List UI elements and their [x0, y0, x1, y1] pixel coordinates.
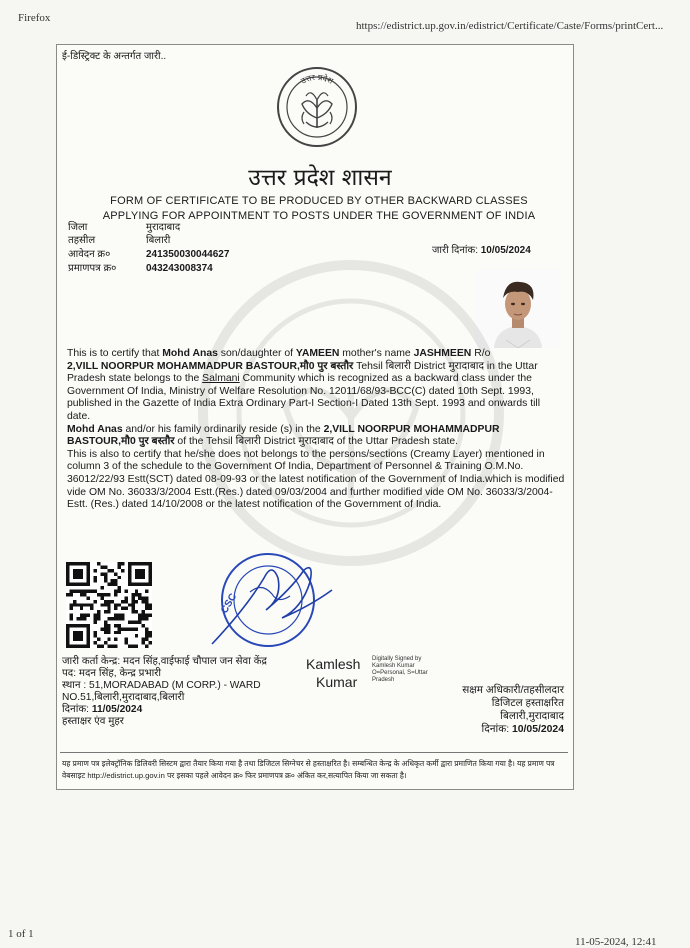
- issue-date-label: जारी दिनांक:: [432, 245, 478, 256]
- field-tehsil: [68, 235, 288, 247]
- text-run: This is to certify that: [67, 348, 163, 359]
- issuer-sign-label: हस्ताक्षर एंव मुहर: [62, 716, 124, 727]
- form-title-line-1: FORM OF CERTIFICATE TO BE PRODUCED BY OTHER BACKWARD CLASSES: [110, 195, 528, 207]
- community-name: Salmani: [202, 373, 240, 385]
- text-run: R/o: [471, 348, 491, 359]
- page-count: 1 of 1: [8, 928, 34, 940]
- certificate-paragraph-2: [67, 424, 565, 449]
- signature-detail: O=Personal, S=Uttar: [372, 670, 428, 676]
- field-value: बिलारी: [146, 235, 171, 246]
- officer-sign-type: डिजिटल हस्ताक्षरित: [491, 698, 564, 709]
- field-value: मुरादाबाद: [146, 222, 181, 233]
- field-label: तहसील: [68, 235, 96, 246]
- signature-detail: Pradesh: [372, 677, 395, 683]
- issuer-post: पद: मदन सिंह, केन्द्र प्रभारी: [62, 668, 162, 679]
- browser-name: Firefox: [18, 12, 51, 24]
- officer-date: [440, 723, 564, 736]
- applicant-address: 2,VILL NOORPUR MOHAMMADPUR BASTOUR,मौ0 पुर बस्तौर: [67, 423, 500, 448]
- state-title: उत्तर प्रदेश शासन: [248, 165, 392, 191]
- certificate-paragraph-3: This is also to certify that he/she does not belongs to the persons/sections (Creamy Layer) mentioned in column 3 of the schedule to the Government Of India, Department of Personnel & Training O.M.No. 36012/22/93 Estt(SCT) dated 08-09-93 or the latest notification of the Government of India.which is modified vide OM No. 36033/3/2004 Estt.(Res.) dated 09/03/2004 and further modified vide OM No. 36033/3/2004-Estt. (Res.) dated 14/10/2008 or the latest notification of the Government of India.: [67, 448, 565, 511]
- officer-title: सक्षम अधिकारी/तहसीलदार: [462, 685, 564, 696]
- field-label: आवेदन क्र०: [68, 249, 111, 260]
- text-run: Tehsil बिलारी District मुरादाबाद in the Uttar Pradesh state belongs to the: [67, 360, 538, 385]
- qr-code: [66, 562, 152, 648]
- print-timestamp: 11-05-2024, 12:41: [575, 936, 657, 948]
- text-run: Community which is recognized as a backward class under the Government Of India, Ministry of Welfare Resolution No. 12011/68/93-BCC(C) dated 10th Sept. 1993, published in the Gazette of India Extra Ordinary Part-I Section-I Dated 13th Sept. 1993 and onwards till date.: [67, 373, 541, 422]
- svg-text:उत्तर प्रदेश: [299, 73, 334, 86]
- applicant-name: Mohd Anas: [162, 348, 218, 359]
- officer-place: बिलारी,मुरादाबाद: [500, 711, 564, 722]
- digital-signature-name: Kamlesh: [306, 656, 361, 672]
- issuer-date: [62, 704, 267, 716]
- father-name: YAMEEN: [295, 348, 340, 359]
- field-value: 241350030044627: [146, 249, 230, 260]
- issuer-block: [62, 656, 267, 728]
- issuer-center: जारी कर्ता केन्द्र: मदन सिंह,वाईफाई चौपाल जन सेवा केंद्र: [62, 656, 267, 667]
- officer-date-value: 10/05/2024: [511, 724, 564, 735]
- header-note: ई-डिस्ट्रिक्ट के अन्तर्गत जारी..: [62, 51, 167, 62]
- signature-detail: Digitally Signed by: [372, 656, 422, 662]
- up-state-emblem-icon: [276, 66, 358, 148]
- signature-detail: Kamlesh Kumar: [372, 663, 415, 669]
- form-title-line-2: APPLYING FOR APPOINTMENT TO POSTS UNDER THE GOVERNMENT OF INDIA: [102, 210, 536, 222]
- digital-signature-details: [372, 656, 428, 684]
- issuer-place-line-2: NO.51,बिलारी,मुरादाबाद,बिलारी: [62, 692, 185, 703]
- text-run: mother's name: [339, 348, 414, 359]
- text-run: of the Tehsil बिलारी District मुरादाबाद of the Uttar Pradesh state.: [174, 436, 459, 448]
- mother-name: JASHMEEN: [413, 348, 472, 359]
- text-run: son/daughter of: [217, 348, 296, 359]
- certificate-body: [67, 348, 565, 512]
- field-label: जिला: [68, 222, 88, 233]
- digital-signature-name-2: Kumar: [316, 674, 358, 690]
- seal-text: CSC: [219, 591, 240, 616]
- form-title: [64, 194, 574, 224]
- officer-date-label: दिनांक:: [481, 724, 510, 735]
- issue-date: [432, 242, 531, 256]
- text-run: and/or his family ordinarily reside (s) in the: [122, 423, 324, 435]
- field-district: [68, 222, 288, 234]
- issuer-date-value: 11/05/2024: [91, 704, 143, 715]
- footer-divider: [60, 752, 568, 753]
- emblem-text: उत्तर प्रदेश: [299, 72, 335, 86]
- field-value: 043243008374: [146, 263, 213, 274]
- page-url: https://edistrict.up.gov.in/edistrict/Certificate/Caste/Forms/printCert...: [356, 20, 664, 32]
- officer-block: [440, 684, 564, 736]
- applicant-name: Mohd Anas: [67, 423, 123, 435]
- field-label: प्रमाणपत्र क्र०: [68, 263, 117, 274]
- csc-seal: [206, 548, 338, 652]
- certificate-paragraph-1: [67, 348, 565, 424]
- applicant-address: 2,VILL NOORPUR MOHAMMADPUR BASTOUR,मौ0 पुर बस्तौर: [67, 360, 354, 372]
- issue-date-value: 10/05/2024: [480, 245, 531, 256]
- issuer-place-line-1: स्थान : 51,MORADABAD (M CORP.) - WARD: [62, 680, 261, 691]
- issuer-date-label: दिनांक:: [62, 704, 89, 715]
- verification-footnote: यह प्रमाण पत्र इलेक्ट्रॉनिक डिलिवरी सिस्टम द्वारा तैयार किया गया है तथा डिजिटल सिग्नेचर से हस्ताक्षरित है। सम्बन्धित केन्द्र के अधिकृत कर्मी द्वारा प्रमाणित किया गया है। यह प्रमाण पत्र वेबसाइट http://edistrict.up.gov.in पर इसका पहले आवेदन क्र० फिर प्रमाणपत्र क्र० अंकित कर,सत्यापित किया जा सकता है।: [62, 759, 555, 780]
